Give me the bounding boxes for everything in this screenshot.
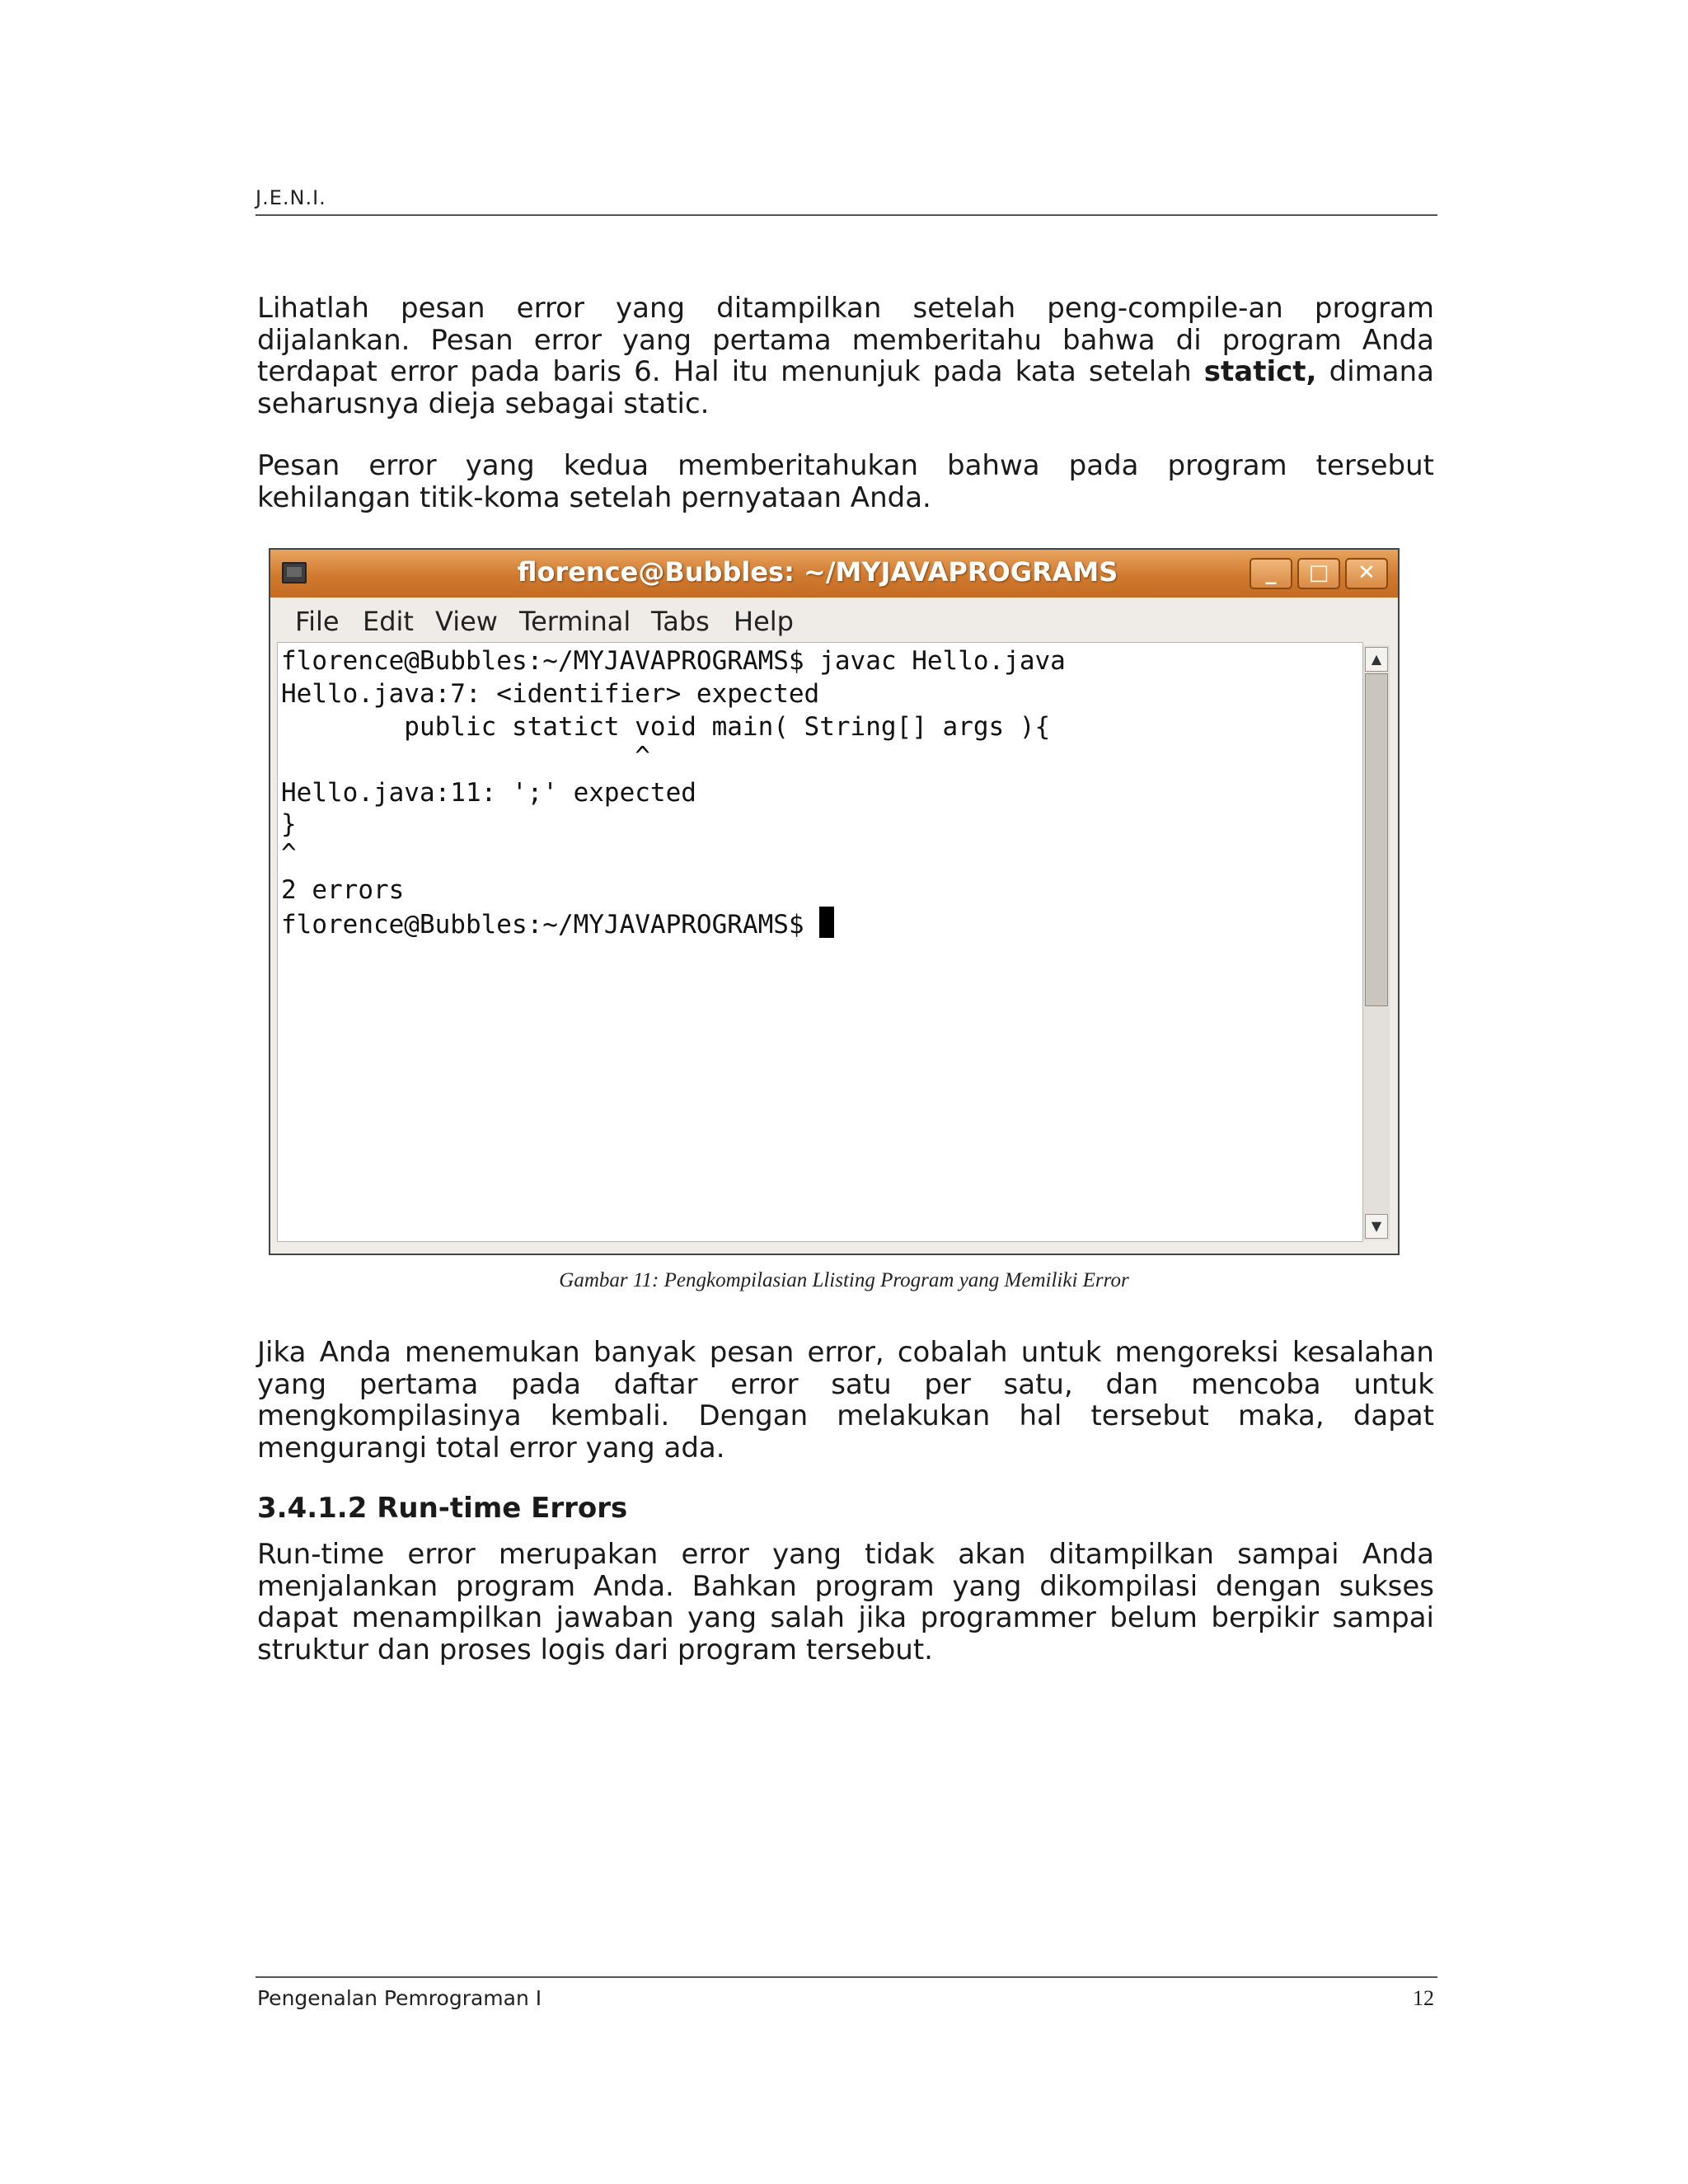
menu-tabs[interactable]: Tabs: [651, 606, 710, 637]
terminal-window: [269, 548, 1400, 1255]
terminal-line: Hello.java:7: <identifier> expected: [281, 679, 820, 709]
terminal-prompt-line: [281, 907, 834, 940]
paragraph-1-bold: statict,: [1203, 355, 1317, 388]
terminal-line: }: [281, 809, 297, 839]
paragraph-1: [257, 293, 1434, 419]
page-header: [256, 186, 1437, 216]
terminal-scrollbar[interactable]: [1362, 645, 1390, 1240]
terminal-title: florence@Bubbles: ~/MYJAVAPROGRAMS: [517, 556, 1118, 588]
close-button[interactable]: ✕: [1345, 558, 1388, 589]
menu-view[interactable]: View: [435, 606, 498, 637]
terminal-titlebar[interactable]: [270, 550, 1398, 598]
terminal-prompt: florence@Bubbles:~/MYJAVAPROGRAMS$: [281, 910, 820, 940]
menu-terminal[interactable]: Terminal: [519, 606, 631, 637]
maximize-button[interactable]: □: [1297, 558, 1340, 589]
terminal-line: ^: [281, 839, 297, 869]
terminal-line: public statict void main( String[] args ){: [281, 712, 1051, 742]
terminal-line: Hello.java:11: ';' expected: [281, 778, 696, 808]
scroll-up-arrow-icon[interactable]: ▲: [1365, 647, 1388, 672]
figure-caption: Gambar 11: Pengkompilasian Llisting Program yang Memiliki Error: [559, 1269, 1129, 1291]
page-number: 12: [1413, 1986, 1434, 2010]
paragraph-1-text-b: dimana seharusnya dieja sebagai static.: [257, 355, 1434, 420]
section-heading: 3.4.1.2 Run-time Errors: [257, 1492, 628, 1525]
paragraph-2: Pesan error yang kedua memberitahukan bahwa pada program tersebut kehilangan titik-koma setelah pernyataan Anda.: [257, 449, 1434, 514]
paragraph-4: Run-time error merupakan error yang tidak akan ditampilkan sampai Anda menjalankan program Anda. Bahkan program yang dikompilasi dengan sukses dapat menampilkan jawaban yang salah jika programmer belum berpikir sampai struktur dan proses logis dari program tersebut.: [257, 1538, 1434, 1666]
terminal-output[interactable]: [277, 642, 1363, 1242]
menu-file[interactable]: File: [295, 606, 340, 637]
footer-title: Pengenalan Pemrograman I: [257, 1986, 542, 2010]
scrollbar-thumb[interactable]: [1365, 673, 1388, 1006]
paragraph-3: Jika Anda menemukan banyak pesan error, cobalah untuk mengoreksi kesalahan yang pertama pada daftar error satu per satu, dan mencoba untuk mengkompilasinya kembali. Dengan melakukan hal tersebut maka, dapat mengurangi total error yang ada.: [257, 1336, 1434, 1465]
page-footer: [256, 1976, 1437, 2016]
menu-edit[interactable]: Edit: [363, 606, 414, 637]
terminal-line: ^: [281, 742, 650, 771]
minimize-button[interactable]: _: [1250, 558, 1292, 589]
menu-help[interactable]: Help: [734, 606, 794, 637]
running-title: J.E.N.I.: [256, 186, 326, 209]
terminal-menubar: [270, 598, 1398, 640]
terminal-line: florence@Bubbles:~/MYJAVAPROGRAMS$ javac Hello.java: [281, 646, 1066, 676]
scroll-down-arrow-icon[interactable]: ▼: [1365, 1214, 1388, 1239]
text-cursor: [819, 907, 834, 938]
paragraph-1-text-a: Lihatlah pesan error yang ditampilkan setelah peng-compile-an program dijalankan. Pesan error yang pertama memberitahu bahwa di program Anda terdapat error pada baris 6. Hal itu menunjuk pada kata setelah: [257, 292, 1434, 388]
terminal-line: 2 errors: [281, 875, 405, 905]
